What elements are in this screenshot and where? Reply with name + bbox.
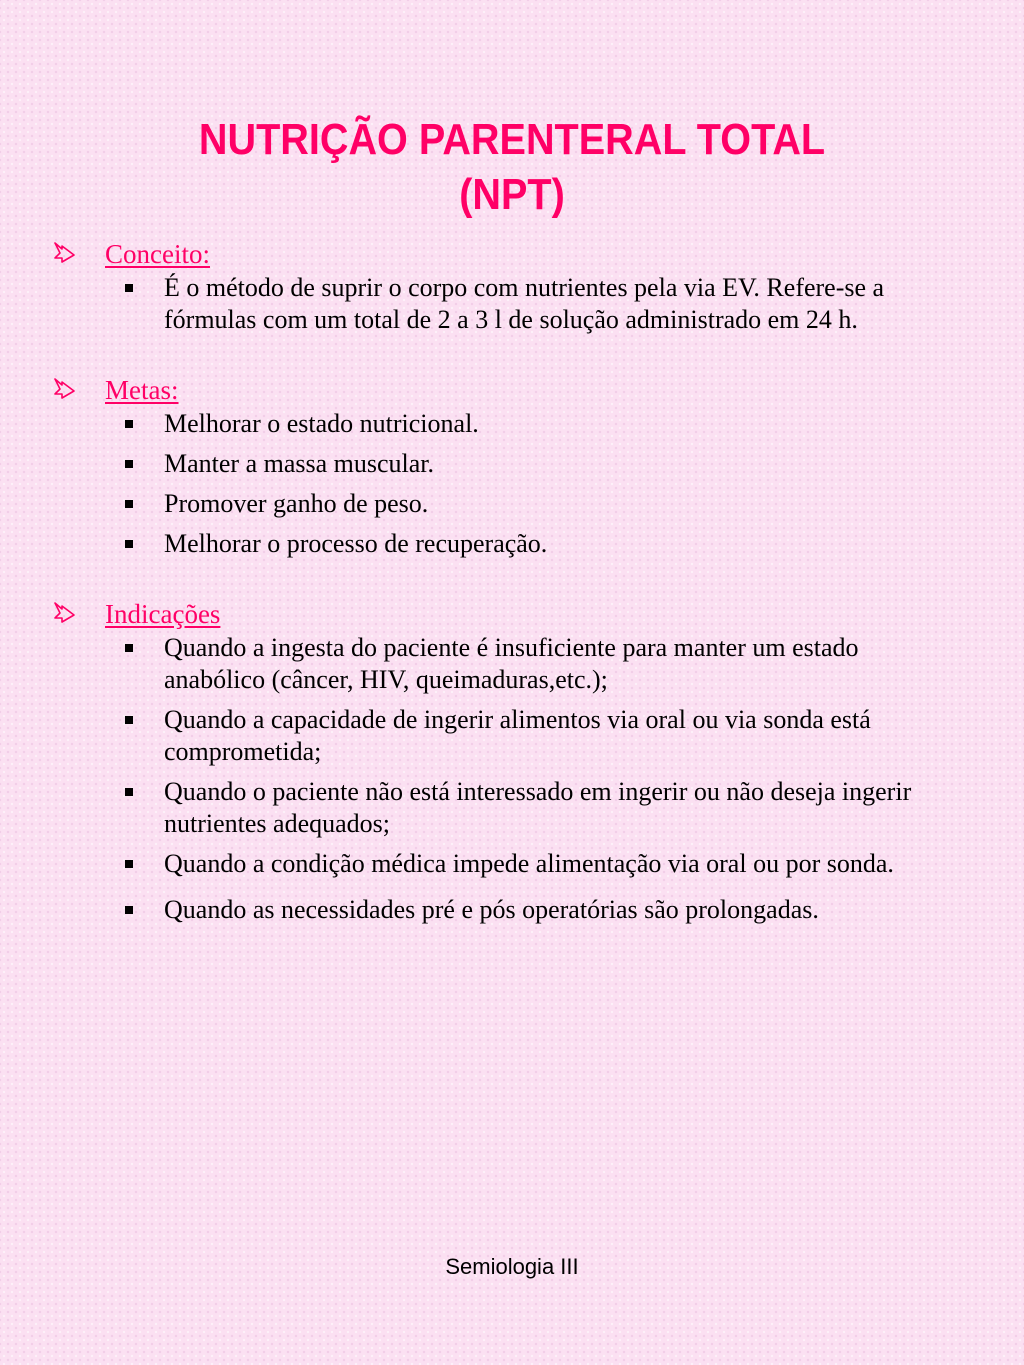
list-item bbox=[0, 488, 1024, 520]
list-item bbox=[0, 408, 1024, 440]
section-heading: Conceito: bbox=[105, 239, 210, 269]
section-indicacoes bbox=[0, 598, 1024, 926]
square-bullet-icon bbox=[125, 788, 133, 796]
square-bullet-icon bbox=[125, 906, 133, 914]
square-bullet-icon bbox=[125, 460, 133, 468]
list-item-text: Manter a massa muscular. bbox=[164, 449, 435, 478]
list-item-text: Melhorar o estado nutricional. bbox=[164, 409, 479, 438]
list-item bbox=[0, 632, 1024, 696]
section-heading: Metas: bbox=[105, 375, 179, 405]
list-item-text: Quando o paciente não está interessado em ingerir ou não deseja ingerir nutrientes adequados; bbox=[164, 777, 912, 838]
section-heading: Indicações bbox=[105, 599, 221, 629]
list-item-text: É o método de suprir o corpo com nutrientes pela via EV. Refere-se a fórmulas com um total de 2 a 3 l de solução administrado em 24 h. bbox=[164, 273, 885, 334]
hollow-right-arrow-icon bbox=[52, 374, 78, 404]
list-item bbox=[0, 272, 1024, 336]
section-metas bbox=[0, 374, 1024, 560]
square-bullet-icon bbox=[125, 540, 133, 548]
list-item-text: Quando as necessidades pré e pós operatórias são prolongadas. bbox=[164, 895, 819, 924]
title-line-2: (NPT) bbox=[459, 170, 565, 219]
list-item-text: Melhorar o processo de recuperação. bbox=[164, 529, 548, 558]
list-item-text: Quando a ingesta do paciente é insuficiente para manter um estado anabólico (câncer, HIV, queimaduras,etc.); bbox=[164, 633, 859, 694]
square-bullet-icon bbox=[125, 500, 133, 508]
list-item bbox=[0, 448, 1024, 480]
list-item bbox=[0, 894, 1024, 926]
list-item-text: Quando a capacidade de ingerir alimentos via oral ou via sonda está comprometida; bbox=[164, 705, 871, 766]
square-bullet-icon bbox=[125, 860, 133, 868]
list-item bbox=[0, 848, 1024, 880]
list-item-text: Promover ganho de peso. bbox=[164, 489, 429, 518]
slide-content bbox=[0, 238, 1024, 934]
footer-text: Semiologia III bbox=[445, 1254, 579, 1279]
square-bullet-icon bbox=[125, 420, 133, 428]
hollow-right-arrow-icon bbox=[52, 238, 78, 268]
square-bullet-icon bbox=[125, 284, 133, 292]
hollow-right-arrow-icon bbox=[52, 598, 78, 628]
square-bullet-icon bbox=[125, 644, 133, 652]
list-item bbox=[0, 704, 1024, 768]
section-header bbox=[0, 238, 1024, 272]
title-line-1: NUTRIÇÃO PARENTERAL TOTAL bbox=[198, 115, 826, 164]
list-item bbox=[0, 776, 1024, 840]
section-header bbox=[0, 598, 1024, 632]
section-conceito bbox=[0, 238, 1024, 336]
square-bullet-icon bbox=[125, 716, 133, 724]
page-title bbox=[51, 112, 973, 222]
list-item-text: Quando a condição médica impede alimentação via oral ou por sonda. bbox=[164, 849, 894, 878]
list-item bbox=[0, 528, 1024, 560]
section-header bbox=[0, 374, 1024, 408]
